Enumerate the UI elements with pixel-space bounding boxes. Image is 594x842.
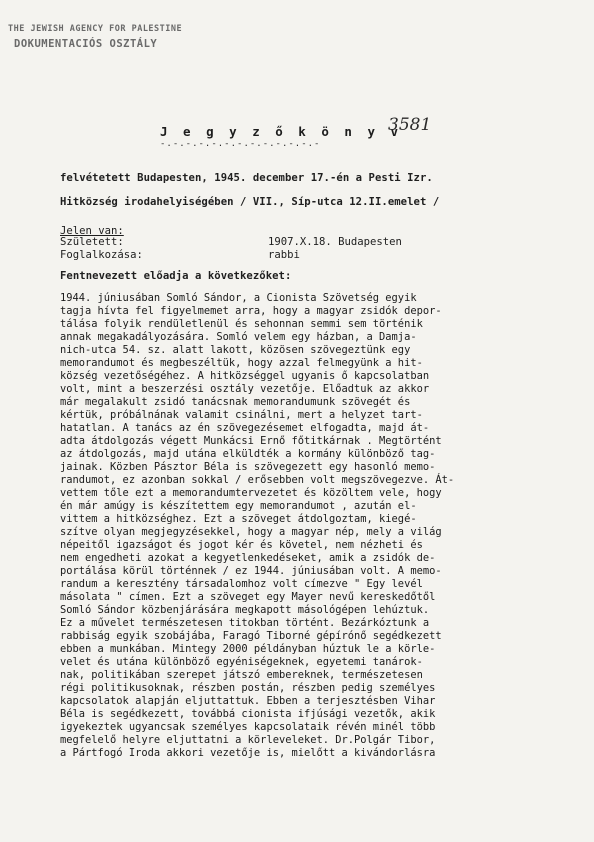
body-line: volt, mint a beszerzési osztály vezetője. Előadtuk az akkor bbox=[60, 383, 430, 395]
body-line: kértük, próbálnának valamit csinálni, mert a helyzet tart- bbox=[60, 409, 423, 421]
body-line: én már amúgy is készítettem egy memorandumot , azután el- bbox=[60, 500, 417, 512]
handwritten-number: 3581 bbox=[388, 115, 432, 135]
body-line: vettem tőle ezt a memorandumtervezetet és közöltem vele, hogy bbox=[60, 487, 442, 499]
body-line: népeitől igazságot és jogot kér és követel, nem nézheti és bbox=[60, 539, 423, 551]
body-line: portálása körül történnek / ez 1944. júniusában volt. A memo- bbox=[60, 565, 442, 577]
intro-line: Fentnevezett előadja a következőket: bbox=[60, 270, 292, 282]
present-label-text: Jelen van: bbox=[60, 225, 124, 237]
body-line: tagja hívta fel figyelmemet arra, hogy a magyar zsidók depor- bbox=[60, 305, 442, 317]
body-line: igyekeztek ugyancsak személyes kapcsolataik révén minél több bbox=[60, 721, 436, 733]
body-line: megfelelő helyre eljuttatni a körleveleket. Dr.Polgár Tibor, bbox=[60, 734, 436, 746]
body-line: régi politikusoknak, részben postán, részben pedig személyes bbox=[60, 682, 436, 694]
body-line: randumot, ez azonban sokkal / erősebben volt megszövegezve. Át- bbox=[60, 474, 455, 486]
body-line: ebben a munkában. Mintegy 2000 példányban húztuk le a körle- bbox=[60, 643, 436, 655]
header-line-1: felvétetett Budapesten, 1945. december 17.-én a Pesti Izr. bbox=[60, 172, 433, 184]
body-line: vittem a hitközséghez. Ezt a szöveget átdolgoztam, kiegé- bbox=[60, 513, 417, 525]
born-value: 1907.X.18. Budapesten bbox=[268, 236, 402, 248]
body-line: már megalakult zsidó tanácsnak memorandumunk szövegét és bbox=[60, 396, 411, 408]
body-line: másolata " címen. Ezt a szöveget egy Mayer nevű kereskedőtől bbox=[60, 591, 436, 603]
occupation-value: rabbi bbox=[268, 249, 300, 261]
body-line: nich-utca 54. sz. alatt lakott, közösen szövegeztünk egy bbox=[60, 344, 411, 356]
stamp-line-2: DOKUMENTACIÓS OSZTÁLY bbox=[14, 38, 158, 50]
body-line: Somló Sándor közbenjárására megkapott másológépen lehúztuk. bbox=[60, 604, 430, 616]
body-line: a Pártfogó Iroda akkori vezetője is, mielőtt a kivándorlásra bbox=[60, 747, 436, 759]
body-line: az átdolgozás, majd utána elküldték a kormány különböző tag- bbox=[60, 448, 436, 460]
body-line: Béla is segédkezett, továbbá cionista ifjúsági vezetők, akik bbox=[60, 708, 436, 720]
body-line: kapcsolatok alapján eljuttattuk. Ebben a terjesztésben Vihar bbox=[60, 695, 436, 707]
born-label: Született: bbox=[60, 236, 124, 248]
body-line: 1944. júniusában Somló Sándor, a Cionista Szövetség egyik bbox=[60, 292, 417, 304]
document-title: J e g y z ő k ö n y v bbox=[160, 124, 403, 139]
body-line: szítve olyan megjegyzésekkel, hogy a magyar nép, mely a világ bbox=[60, 526, 442, 538]
header-line-2: Hitközség irodahelyiségében / VII., Síp-utca 12.II.emelet / bbox=[60, 196, 440, 208]
body-line: memorandumot és megbeszéltük, hogy azzal felmegyünk a hit- bbox=[60, 357, 423, 369]
body-line: tálása folyik rendületlenül és sehonnan semmi sem történik bbox=[60, 318, 423, 330]
body-line: randum a keresztény társadalomhoz volt címezve " Egy levél bbox=[60, 578, 423, 590]
body-line: velet és utána különböző egyéniségeknek, egyetemi tanárok- bbox=[60, 656, 423, 668]
title-underline: -.-.-.-.-.-.-.-.-.-.-.-.- bbox=[160, 139, 321, 149]
body-line: rabbiság egyik szobájába, Faragó Tiborné gépírónő segédkezett bbox=[60, 630, 442, 642]
body-line: nak, politikában szerepet játszó embereknek, természetesen bbox=[60, 669, 423, 681]
stamp-line-1: THE JEWISH AGENCY FOR PALESTINE bbox=[8, 24, 183, 34]
body-line: annak megakadályozására. Somló velem egy házban, a Damja- bbox=[60, 331, 417, 343]
archive-stamp bbox=[8, 22, 182, 52]
occupation-label: Foglalkozása: bbox=[60, 249, 143, 261]
body-line: hatatlan. A tanács az én szövegezésemet elfogadta, majd át- bbox=[60, 422, 430, 434]
body-line: Ez a művelet természetesen titokban történt. Bezárkóztunk a bbox=[60, 617, 430, 629]
body-line: nem engedheti azokat a kegyetlenkedéseket, amik a zsidók de- bbox=[60, 552, 436, 564]
body-line: adta átdolgozás végett Munkácsi Ernő főtitkárnak . Megtörtént bbox=[60, 435, 442, 447]
body-line: község vezetőségéhez. A hitközséggel ugyanis ő kapcsolatban bbox=[60, 370, 430, 382]
body-line: jainak. Közben Pásztor Béla is szövegezett egy hasonló memo- bbox=[60, 461, 436, 473]
